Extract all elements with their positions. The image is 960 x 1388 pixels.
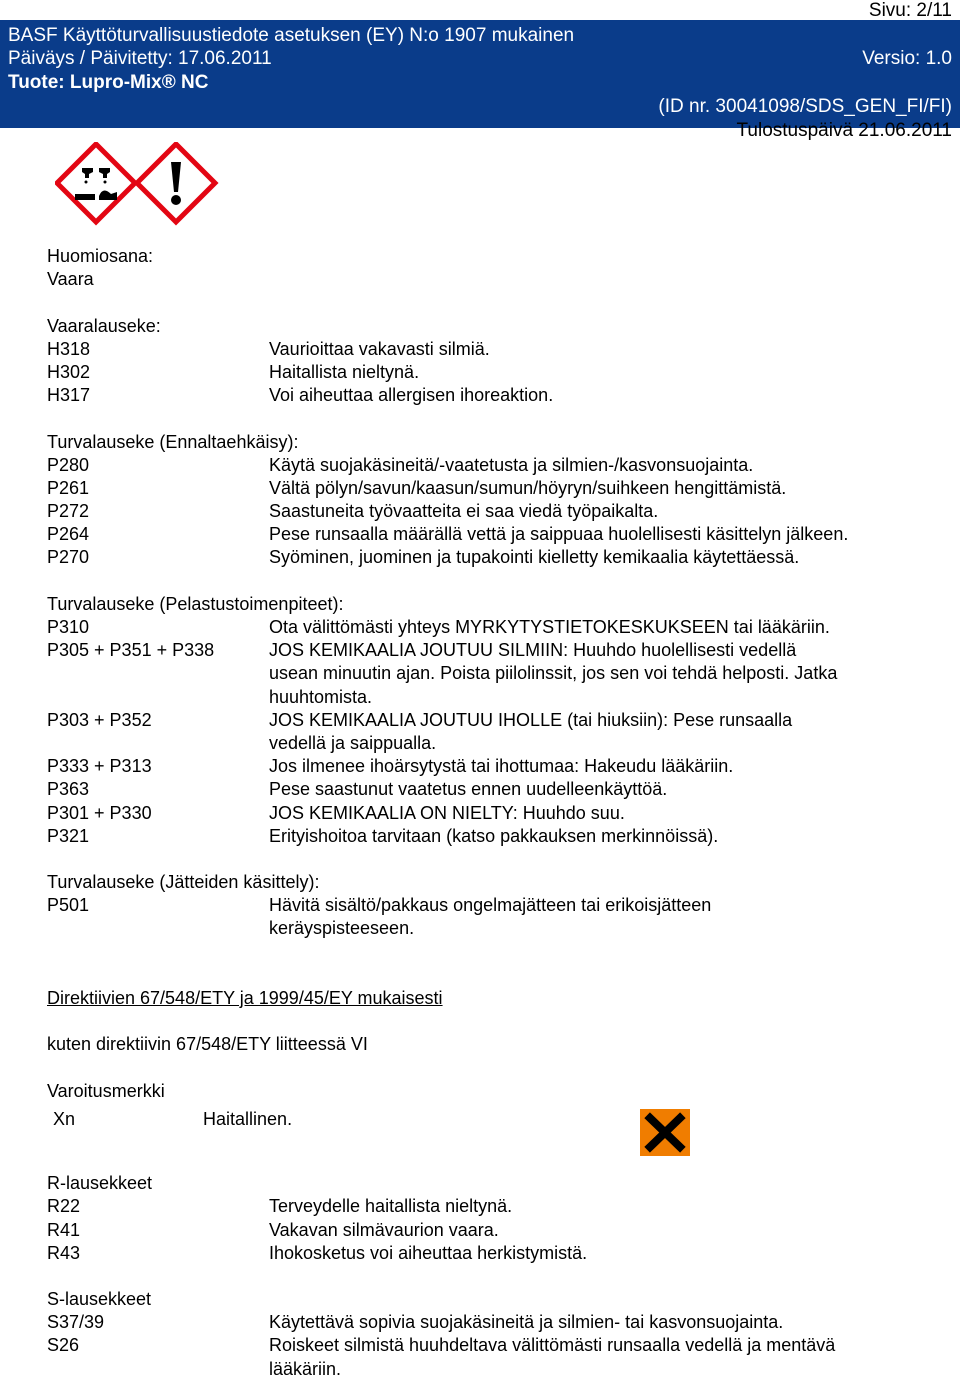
- statement-row: [47, 1358, 927, 1381]
- statement-code: P303 + P352: [47, 709, 152, 730]
- statement-text: Erityishoitoa tarvitaan (katso pakkauksen merkinnöissä).: [269, 825, 719, 846]
- product-name: Tuote: Lupro-Mix® NC: [8, 72, 209, 93]
- statement-text: Roiskeet silmistä huuhdeltava välittömästi runsaalla vedellä ja mentävä: [269, 1335, 836, 1356]
- statement-code: P270: [47, 547, 90, 568]
- statement-text: lääkäriin.: [269, 1358, 342, 1379]
- statement-text: Haitallista nieltynä.: [269, 361, 420, 382]
- statement-text: vedellä ja saippualla.: [269, 732, 437, 753]
- statement-row: [47, 1195, 927, 1218]
- statement-code: P264: [47, 524, 90, 545]
- statement-code: P261: [47, 477, 90, 498]
- statement-code: [47, 662, 269, 685]
- statement-code: P333 + P313: [47, 756, 152, 777]
- statement-code: P363: [47, 779, 90, 800]
- revision-date: Päiväys / Päivitetty: 17.06.2011: [8, 48, 272, 69]
- disposal-heading: Turvalauseke (Jätteiden käsittely):: [47, 872, 320, 893]
- statement-row: [47, 1334, 927, 1357]
- statement-row: [47, 894, 927, 917]
- statement-row: [47, 454, 927, 477]
- statement-text: Ihokosketus voi aiheuttaa herkistymistä.: [269, 1242, 588, 1263]
- statement-code: P280: [47, 454, 90, 475]
- statement-text: JOS KEMIKAALIA JOUTUU IHOLLE (tai hiuksiin): Pese runsaalla: [269, 709, 793, 730]
- statement-code: [47, 686, 269, 709]
- warning-symbol-row: [53, 1109, 292, 1130]
- symbol-text: Haitallinen.: [203, 1109, 293, 1129]
- signal-heading: Huomiosana:: [47, 246, 154, 266]
- r-phrase-list: [47, 1195, 927, 1265]
- statement-row: [47, 1242, 927, 1265]
- statement-code: H318: [47, 338, 91, 359]
- statement-code: R43: [47, 1242, 81, 1263]
- statement-code: S37/39: [47, 1312, 105, 1333]
- statement-text: Syöminen, juominen ja tupakointi kielletty kemikaalia käytettäessä.: [269, 547, 800, 568]
- statement-text: Vaurioittaa vakavasti silmiä.: [269, 338, 490, 359]
- hazard-heading: Vaaralauseke:: [47, 315, 161, 336]
- signal-value: Vaara: [47, 269, 94, 290]
- s-phrases-heading: S-lausekkeet: [47, 1289, 152, 1310]
- statement-row: [47, 523, 927, 546]
- statement-code: [47, 1358, 269, 1381]
- s-phrase-list: [47, 1311, 927, 1381]
- statement-code: H317: [47, 385, 91, 406]
- statement-code: P310: [47, 617, 90, 637]
- hazard-statement-list: [47, 338, 927, 408]
- statement-text: Terveydelle haitallista nieltynä.: [269, 1196, 513, 1217]
- version-label: Versio: 1.0: [862, 48, 952, 69]
- document-id: (ID nr. 30041098/SDS_GEN_FI/FI): [658, 96, 952, 117]
- document-title: BASF Käyttöturvallisuustiedote asetuksen (EY) N:o 1907 mukainen: [8, 25, 575, 46]
- statement-text: huuhtomista.: [269, 686, 373, 707]
- statement-row: [47, 384, 927, 407]
- statement-row: [47, 616, 927, 639]
- statement-code: P305 + P351 + P338: [47, 640, 215, 661]
- statement-text: Käytettävä sopivia suojakäsineitä ja silmien- tai kasvonsuojainta.: [269, 1312, 784, 1333]
- statement-row: [47, 662, 927, 685]
- statement-row: [47, 686, 927, 709]
- print-date: Tulostuspäivä 21.06.2011: [736, 120, 952, 141]
- statement-row: [47, 732, 927, 755]
- statement-code: [47, 732, 269, 755]
- statement-row: [47, 361, 927, 384]
- statement-row: [47, 1311, 927, 1334]
- harmful-x-icon: [640, 1109, 690, 1156]
- response-heading: Turvalauseke (Pelastustoimenpiteet):: [47, 593, 344, 614]
- statement-text: Hävitä sisältö/pakkaus ongelmajätteen tai erikoisjätteen: [269, 895, 712, 916]
- statement-text: Pese runsaalla määrällä vettä ja saippuaa huolellisesti käsittelyn jälkeen.: [269, 524, 849, 545]
- symbol-code: Xn: [53, 1109, 76, 1129]
- statement-row: [47, 500, 927, 523]
- statement-text: JOS KEMIKAALIA ON NIELTY: Huuhdo suu.: [269, 802, 625, 823]
- warning-symbol-heading: Varoitusmerkki: [47, 1080, 165, 1101]
- statement-text: usean minuutin ajan. Poista piilolinssit, jos sen voi tehdä helposti. Jatka: [269, 663, 838, 684]
- statement-text: Saastuneita työvaatteita ei saa viedä työpaikalta.: [269, 501, 659, 522]
- response-statement-list: [47, 616, 927, 848]
- disposal-statement-list: [47, 894, 927, 940]
- statement-row: [47, 639, 927, 662]
- statement-row: [47, 778, 927, 801]
- statement-text: JOS KEMIKAALIA JOUTUU SILMIIN: Huuhdo huolellisesti vedellä: [269, 640, 797, 661]
- statement-row: [47, 1219, 927, 1242]
- statement-text: Käytä suojakäsineitä/-vaatetusta ja silmien-/kasvonsuojainta.: [269, 454, 754, 475]
- statement-code: P272: [47, 501, 90, 522]
- statement-text: Vältä pölyn/savun/kaasun/sumun/höyryn/suihkeen hengittämistä.: [269, 477, 787, 498]
- statement-row: [47, 755, 927, 778]
- statement-row: [47, 709, 927, 732]
- statement-code: R22: [47, 1196, 81, 1217]
- statement-row: [47, 917, 927, 940]
- annex-text: kuten direktiivin 67/548/ETY liitteessä VI: [47, 1034, 368, 1055]
- statement-text: Jos ilmenee ihoärsytystä tai ihottumaa: Hakeudu lääkäriin.: [269, 756, 734, 777]
- statement-text: keräyspisteeseen.: [269, 918, 415, 939]
- exclamation-icon: [137, 144, 215, 222]
- statement-row: [47, 338, 927, 361]
- statement-row: [47, 546, 927, 569]
- statement-code: P321: [47, 825, 90, 846]
- statement-text: Vakavan silmävaurion vaara.: [269, 1219, 499, 1240]
- statement-code: R41: [47, 1219, 81, 1240]
- r-phrases-heading: R-lausekkeet: [47, 1173, 153, 1194]
- statement-code: S26: [47, 1335, 80, 1356]
- statement-code: P501: [47, 895, 90, 916]
- document-header: [0, 0, 960, 150]
- statement-text: Ota välittömästi yhteys MYRKYTYSTIETOKESKUKSEEN tai lääkäriin.: [269, 617, 830, 637]
- statement-code: [47, 917, 269, 940]
- directive-heading: Direktiivien 67/548/ETY ja 1999/45/EY mukaisesti: [47, 988, 443, 1008]
- statement-code: P301 + P330: [47, 802, 152, 823]
- document-body: [47, 245, 927, 1381]
- corrosion-icon: [57, 144, 135, 222]
- statement-row: [47, 477, 927, 500]
- page-number: Sivu: 2/11: [868, 0, 952, 21]
- ghs-pictograms: [55, 142, 220, 226]
- statement-row: [47, 825, 927, 848]
- statement-text: Voi aiheuttaa allergisen ihoreaktion.: [269, 385, 554, 406]
- statement-code: H302: [47, 361, 91, 382]
- prevention-heading: Turvalauseke (Ennaltaehkäisy):: [47, 431, 299, 452]
- statement-row: [47, 802, 927, 825]
- statement-text: Pese saastunut vaatetus ennen uudelleenkäyttöä.: [269, 779, 668, 800]
- prevention-statement-list: [47, 454, 927, 570]
